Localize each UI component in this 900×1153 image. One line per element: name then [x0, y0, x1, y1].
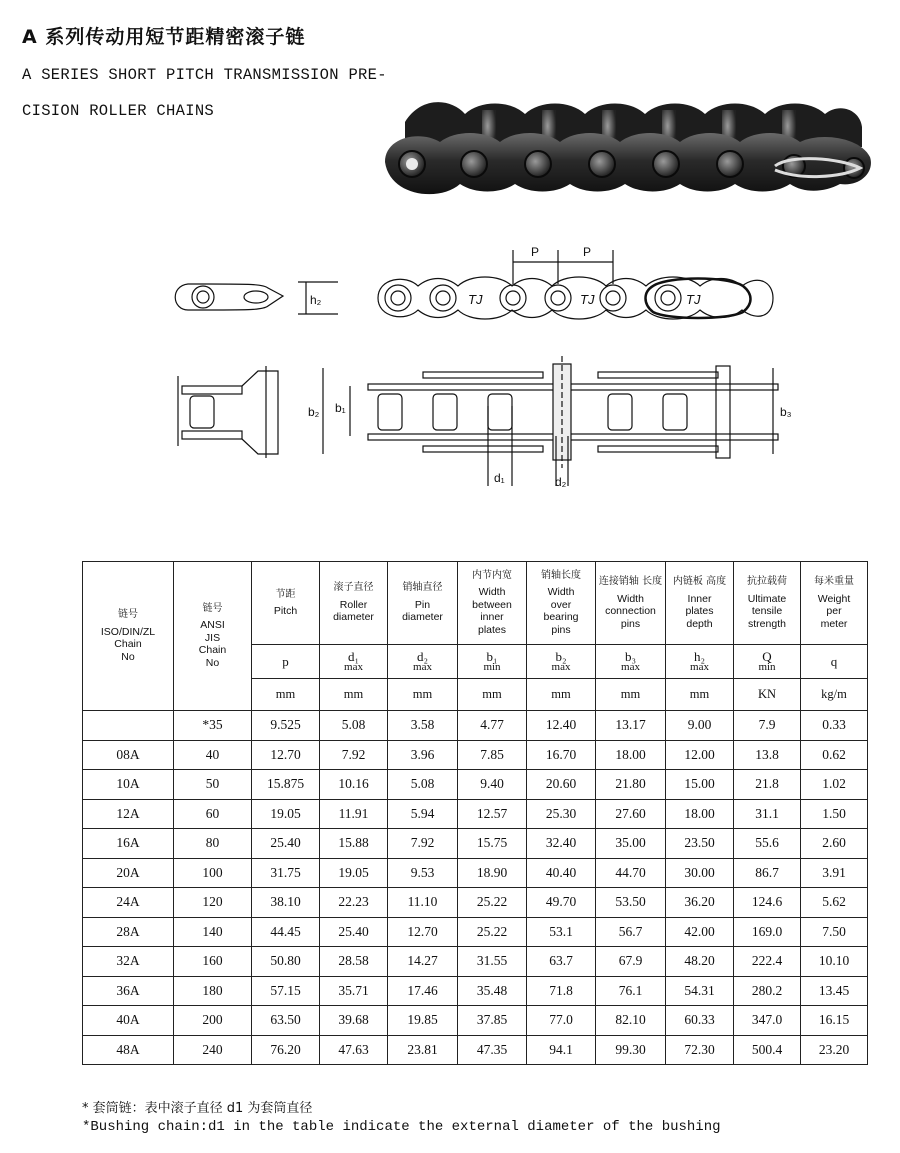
- table-cell: 11.10: [388, 888, 458, 918]
- table-cell: 14.27: [388, 947, 458, 977]
- table-cell: 28.58: [320, 947, 388, 977]
- column-header: [734, 562, 801, 645]
- table-cell: 10.16: [320, 770, 388, 800]
- header-cn: 内节内宽: [472, 569, 512, 581]
- table-cell: 12.57: [458, 799, 527, 829]
- symbol-text: q: [830, 654, 838, 669]
- header-cn: 链号: [202, 602, 223, 614]
- header-unit: mm: [666, 679, 734, 711]
- symbol-qualifier: max: [551, 660, 571, 673]
- table-cell: 32A: [83, 947, 174, 977]
- header-symbol: [801, 645, 868, 679]
- tj-mark-1: TJ: [468, 292, 483, 307]
- table-row: [83, 711, 868, 741]
- symbol-qualifier: max: [690, 660, 709, 673]
- table-cell: 37.85: [458, 1006, 527, 1036]
- note-cn: * 套筒链：表中滚子直径 d1 为套筒直径: [82, 1101, 313, 1116]
- header-en: plates: [477, 623, 507, 636]
- table-cell: 5.62: [801, 888, 868, 918]
- table-cell: 7.50: [801, 917, 868, 947]
- table-cell: 94.1: [527, 1035, 596, 1065]
- symbol-text: Q: [762, 648, 772, 664]
- table-cell: 10A: [83, 770, 174, 800]
- header-cn: 销轴长度: [541, 569, 581, 581]
- table-cell: 39.68: [320, 1006, 388, 1036]
- table-cell: 16.15: [801, 1006, 868, 1036]
- table-cell: 50: [174, 770, 252, 800]
- table-cell: 80: [174, 829, 252, 859]
- table-cell: 40: [174, 740, 252, 770]
- table-cell: 140: [174, 917, 252, 947]
- table-cell: 57.15: [252, 976, 320, 1006]
- header-cn: 连接销轴 长度: [598, 576, 663, 587]
- table-cell: 30.00: [666, 858, 734, 888]
- table-cell: 7.92: [320, 740, 388, 770]
- table-cell: 120: [174, 888, 252, 918]
- table-cell: 76.1: [596, 976, 666, 1006]
- table-cell: 25.22: [458, 888, 527, 918]
- table-cell: 23.20: [801, 1035, 868, 1065]
- table-cell: 180: [174, 976, 252, 1006]
- header-en: Inner: [687, 592, 712, 605]
- table-cell: 25.22: [458, 917, 527, 947]
- header-symbol: [734, 645, 801, 679]
- table-cell: 28A: [83, 917, 174, 947]
- header-en: Width: [617, 592, 644, 605]
- table-cell: 38.10: [252, 888, 320, 918]
- table-cell: 47.35: [458, 1035, 527, 1065]
- dim-d2-label: d₂: [555, 475, 567, 489]
- header-unit: KN: [734, 679, 801, 711]
- table-row: [83, 799, 868, 829]
- header-en: diameter: [333, 611, 374, 624]
- symbol-text: b₃: [624, 648, 637, 664]
- table-cell: 0.62: [801, 740, 868, 770]
- table-cell: 3.91: [801, 858, 868, 888]
- table-cell: 0.33: [801, 711, 868, 741]
- header-en: between: [472, 598, 512, 611]
- header-cn: 抗拉载荷: [747, 576, 787, 587]
- table-cell: 7.85: [458, 740, 527, 770]
- header-en: Width: [478, 586, 506, 599]
- header-en: per: [826, 605, 842, 617]
- table-cell: 77.0: [527, 1006, 596, 1036]
- table-cell: 280.2: [734, 976, 801, 1006]
- symbol-qualifier: max: [413, 660, 432, 673]
- header-symbol: [320, 645, 388, 679]
- column-header: [174, 562, 252, 711]
- table-cell: 12.70: [252, 740, 320, 770]
- header-en: pins: [620, 617, 641, 630]
- table-cell: 2.60: [801, 829, 868, 859]
- header-en: meter: [820, 617, 848, 630]
- header-en: Ultimate: [747, 592, 787, 605]
- header-unit: mm: [388, 679, 458, 711]
- table-cell: 32.40: [527, 829, 596, 859]
- column-header: [596, 562, 666, 645]
- table-cell: 100: [174, 858, 252, 888]
- header-symbol: [388, 645, 458, 679]
- table-cell: 08A: [83, 740, 174, 770]
- table-cell: 124.6: [734, 888, 801, 918]
- page-title-en-line1: A SERIES SHORT PITCH TRANSMISSION PRE-: [22, 66, 387, 84]
- header-en: No: [205, 656, 220, 669]
- page-title-cn: A 系列传动用短节距精密滚子链: [22, 26, 306, 48]
- table-cell: 17.46: [388, 976, 458, 1006]
- page-title-en-line2: CISION ROLLER CHAINS: [22, 102, 215, 120]
- table-cell: 20.60: [527, 770, 596, 800]
- symbol-text: d₁: [347, 648, 360, 664]
- table-cell: 1.50: [801, 799, 868, 829]
- header-unit: mm: [320, 679, 388, 711]
- specification-table: [82, 561, 868, 1065]
- table-cell: 35.48: [458, 976, 527, 1006]
- table-cell: 23.50: [666, 829, 734, 859]
- table-cell: 5.08: [320, 711, 388, 741]
- table-cell: 72.30: [666, 1035, 734, 1065]
- header-en: Weight: [817, 592, 851, 605]
- header-en: diameter: [402, 611, 443, 624]
- table-cell: 21.8: [734, 770, 801, 800]
- table-cell: 19.85: [388, 1006, 458, 1036]
- table-cell: 5.08: [388, 770, 458, 800]
- table-cell: 40A: [83, 1006, 174, 1036]
- dim-b3-label: b₃: [780, 405, 792, 419]
- table-cell: 31.1: [734, 799, 801, 829]
- table-cell: 7.92: [388, 829, 458, 859]
- table-cell: 7.9: [734, 711, 801, 741]
- table-cell: 13.17: [596, 711, 666, 741]
- table-row: [83, 829, 868, 859]
- table-cell: 25.40: [320, 917, 388, 947]
- table-cell: 56.7: [596, 917, 666, 947]
- column-header: [388, 562, 458, 645]
- header-en: connection: [605, 605, 656, 617]
- header-cn: 每米重量: [814, 576, 854, 587]
- header-en: plates: [685, 605, 714, 617]
- table-cell: 240: [174, 1035, 252, 1065]
- header-en: Pitch: [273, 605, 298, 617]
- table-cell: 76.20: [252, 1035, 320, 1065]
- table-cell: 3.96: [388, 740, 458, 770]
- table-cell: 22.23: [320, 888, 388, 918]
- table-cell: [83, 711, 174, 741]
- table-cell: 10.10: [801, 947, 868, 977]
- chain-photo: [380, 92, 885, 207]
- table-cell: 9.40: [458, 770, 527, 800]
- header-cn: 销轴直径: [402, 582, 443, 594]
- header-en: strength: [748, 617, 786, 630]
- dim-b1-label: b₁: [335, 401, 346, 415]
- header-en: Chain: [114, 638, 142, 650]
- tj-mark-2: TJ: [580, 292, 595, 307]
- header-cn: 链号: [118, 609, 138, 620]
- column-header: [801, 562, 868, 645]
- header-unit: mm: [596, 679, 666, 711]
- column-header: [527, 562, 596, 645]
- table-cell: 48A: [83, 1035, 174, 1065]
- table-cell: 25.30: [527, 799, 596, 829]
- table-cell: 4.77: [458, 711, 527, 741]
- header-unit: mm: [252, 679, 320, 711]
- symbol-text: p: [282, 654, 289, 669]
- table-cell: 82.10: [596, 1006, 666, 1036]
- table-cell: 16A: [83, 829, 174, 859]
- table-cell: 67.9: [596, 947, 666, 977]
- table-cell: 21.80: [596, 770, 666, 800]
- table-cell: 3.58: [388, 711, 458, 741]
- table-cell: 49.70: [527, 888, 596, 918]
- table-cell: 60: [174, 799, 252, 829]
- header-symbol: [252, 645, 320, 679]
- header-en: No: [121, 650, 135, 663]
- table-cell: 25.40: [252, 829, 320, 859]
- dim-b2-label: b₂: [308, 405, 320, 419]
- header-en: inner: [480, 611, 504, 624]
- table-cell: 36A: [83, 976, 174, 1006]
- header-en: over: [550, 598, 572, 611]
- table-cell: 1.02: [801, 770, 868, 800]
- header-en: bearing: [543, 611, 579, 624]
- table-cell: 15.875: [252, 770, 320, 800]
- table-cell: 12.00: [666, 740, 734, 770]
- header-en: tensile: [751, 605, 783, 617]
- table-cell: 15.88: [320, 829, 388, 859]
- header-en: depth: [686, 617, 713, 630]
- table-cell: 16.70: [527, 740, 596, 770]
- table-cell: 15.75: [458, 829, 527, 859]
- table-row: [83, 740, 868, 770]
- table-cell: 9.525: [252, 711, 320, 741]
- table-row: [83, 1006, 868, 1036]
- table-cell: 63.50: [252, 1006, 320, 1036]
- table-cell: 13.45: [801, 976, 868, 1006]
- symbol-qualifier: max: [344, 660, 363, 673]
- table-cell: 347.0: [734, 1006, 801, 1036]
- table-cell: 99.30: [596, 1035, 666, 1065]
- table-cell: 200: [174, 1006, 252, 1036]
- header-cn: 内链板 高度: [672, 576, 727, 587]
- table-cell: 18.00: [596, 740, 666, 770]
- table-cell: 19.05: [320, 858, 388, 888]
- table-cell: 44.70: [596, 858, 666, 888]
- table-cell: 50.80: [252, 947, 320, 977]
- header-symbol: [666, 645, 734, 679]
- dim-p-label-2: P: [583, 245, 592, 259]
- table-cell: 54.31: [666, 976, 734, 1006]
- header-unit: kg/m: [801, 679, 868, 711]
- table-cell: 63.7: [527, 947, 596, 977]
- header-cn: 滚子直径: [333, 582, 374, 594]
- table-cell: 18.90: [458, 858, 527, 888]
- table-cell: 500.4: [734, 1035, 801, 1065]
- table-cell: 44.45: [252, 917, 320, 947]
- header-en: Width: [547, 586, 575, 599]
- table-cell: 48.20: [666, 947, 734, 977]
- table-cell: 15.00: [666, 770, 734, 800]
- header-en: Roller: [339, 598, 368, 611]
- table-row: [83, 858, 868, 888]
- table-cell: 31.75: [252, 858, 320, 888]
- column-header: [83, 562, 174, 711]
- table-cell: 71.8: [527, 976, 596, 1006]
- table-row: [83, 947, 868, 977]
- header-symbol: [458, 645, 527, 679]
- chain-technical-drawing: [168, 236, 800, 504]
- column-header: [252, 562, 320, 645]
- table-cell: 160: [174, 947, 252, 977]
- table-cell: 12.70: [388, 917, 458, 947]
- table-cell: 11.91: [320, 799, 388, 829]
- symbol-qualifier: max: [621, 660, 640, 673]
- table-cell: 36.20: [666, 888, 734, 918]
- table-cell: 24A: [83, 888, 174, 918]
- symbol-text: b₂: [555, 648, 567, 664]
- table-cell: 53.1: [527, 917, 596, 947]
- dim-d1-label: d₁: [494, 471, 505, 485]
- table-row: [83, 888, 868, 918]
- header-unit: mm: [458, 679, 527, 711]
- header-en: JIS: [204, 631, 221, 644]
- dim-p-label-1: P: [531, 245, 540, 259]
- table-row: [83, 917, 868, 947]
- table-cell: 31.55: [458, 947, 527, 977]
- table-cell: 13.8: [734, 740, 801, 770]
- header-symbol: [596, 645, 666, 679]
- header-en: Pin: [414, 598, 431, 611]
- note-en: *Bushing chain:d1 in the table indicate the external diameter of the bushing: [82, 1119, 721, 1135]
- table-cell: 35.00: [596, 829, 666, 859]
- table-row: [83, 1035, 868, 1065]
- header-en: Chain: [198, 644, 227, 657]
- symbol-qualifier: min: [758, 660, 776, 673]
- table-cell: 47.63: [320, 1035, 388, 1065]
- table-cell: 222.4: [734, 947, 801, 977]
- symbol-text: d₂: [416, 648, 429, 664]
- table-cell: 60.33: [666, 1006, 734, 1036]
- tj-mark-3: TJ: [686, 292, 701, 307]
- table-cell: 86.7: [734, 858, 801, 888]
- table-row: [83, 770, 868, 800]
- table-cell: 12.40: [527, 711, 596, 741]
- table-cell: 9.53: [388, 858, 458, 888]
- header-en: pins: [551, 623, 571, 636]
- table-cell: 35.71: [320, 976, 388, 1006]
- symbol-text: b₁: [486, 648, 498, 664]
- symbol-qualifier: min: [483, 660, 501, 673]
- table-cell: 27.60: [596, 799, 666, 829]
- header-symbol: [527, 645, 596, 679]
- column-header: [320, 562, 388, 645]
- header-en: ANSI: [200, 619, 225, 632]
- table-cell: 12A: [83, 799, 174, 829]
- table-cell: 5.94: [388, 799, 458, 829]
- table-row: [83, 976, 868, 1006]
- header-en: ISO/DIN/ZL: [100, 625, 156, 638]
- symbol-text: h₂: [693, 648, 706, 664]
- table-cell: 53.50: [596, 888, 666, 918]
- table-cell: 55.6: [734, 829, 801, 859]
- table-cell: 169.0: [734, 917, 801, 947]
- table-cell: 23.81: [388, 1035, 458, 1065]
- table-cell: 20A: [83, 858, 174, 888]
- dim-h2-label: h₂: [310, 293, 322, 307]
- column-header: [666, 562, 734, 645]
- header-cn: 节距: [275, 588, 296, 600]
- column-header: [458, 562, 527, 645]
- table-cell: 42.00: [666, 917, 734, 947]
- table-cell: 40.40: [527, 858, 596, 888]
- table-cell: 9.00: [666, 711, 734, 741]
- table-cell: 19.05: [252, 799, 320, 829]
- table-cell: 18.00: [666, 799, 734, 829]
- header-unit: mm: [527, 679, 596, 711]
- table-cell: *35: [174, 711, 252, 741]
